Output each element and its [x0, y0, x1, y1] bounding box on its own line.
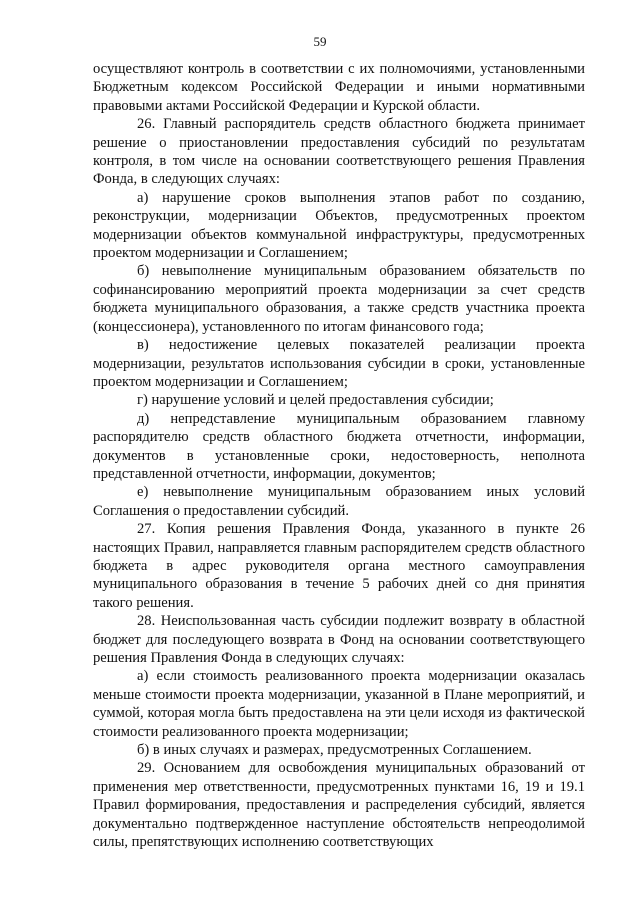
paragraph-26-a: а) нарушение сроков выполнения этапов работ по созданию, реконструкции, модернизации Объектов, предусмотренных проектом модернизации объектов коммунальной инфраструктуры, предусмотренных проектом модернизации и Соглашением; — [93, 189, 585, 262]
paragraph-26-e: е) невыполнение муниципальным образованием иных условий Соглашения о предоставлении субсидий. — [93, 484, 585, 519]
page-number: 59 — [313, 34, 327, 49]
paragraph-26-g: г) нарушение условий и целей предоставления субсидии; — [137, 392, 494, 409]
paragraph-28-a: а) если стоимость реализованного проекта модернизации оказалась меньше стоимости проекта модернизации, указанной в Плане мероприятий, и суммой, которая могла быть предоставлена на эти цели исходя из фактической стоимости реализованного проекта модернизации; — [93, 668, 585, 740]
paragraph-continuation: осуществляют контроль в соответствии с их полномочиями, установленными Бюджетным кодексом Российской Федерации и иными нормативными правовыми актами Российской Федерации и Курской области. — [93, 61, 585, 114]
paragraph-29: 29. Основанием для освобождения муниципальных образований от применения мер ответственности, предусмотренных пунктами 16, 19 и 19.1 Правил формирования, предоставления и распределения субсидий, является документально подтвержденное наступление обстоятельств непреодолимой силы, препятствующих исполнению соответствующих — [93, 760, 585, 851]
paragraph-26-d: д) непредставление муниципальным образованием главному распорядителю средств областного бюджета отчетности, информации, документов в установленные сроки, недостоверность, неполнота представленной отчетности, информации, документов; — [93, 410, 585, 482]
paragraph-26-b: б) невыполнение муниципальным образованием обязательств по софинансированию мероприятий проекта модернизации за счет средств бюджета муниципального образования, а также средств участника проекта (концессионера), установленного по итогам финансового года; — [93, 263, 585, 335]
paragraph-26-v: в) недостижение целевых показателей реализации проекта модернизации, результатов использования субсидии в сроки, установленные проектом модернизации и Соглашением; — [93, 337, 585, 390]
paragraph-27: 27. Копия решения Правления Фонда, указанного в пункте 26 настоящих Правил, направляется главным распорядителем средств областного бюджета в адрес руководителя органа местного самоуправления муниципального образования в течение 5 рабочих дней со дня принятия такого решения. — [93, 521, 585, 611]
paragraph-28-b: б) в иных случаях и размерах, предусмотренных Соглашением. — [137, 742, 532, 759]
paragraph-28: 28. Неиспользованная часть субсидии подлежит возврату в областной бюджет для последующего возврата в Фонд на основании соответствующего решения Правления Фонда в следующих случаях: — [93, 613, 585, 666]
paragraph-26: 26. Главный распорядитель средств областного бюджета принимает решение о приостановлении предоставления субсидий по результатам контроля, в том числе на основании соответствующего решения Правления Фонда, в следующих случаях: — [93, 116, 585, 188]
document-body — [93, 60, 585, 851]
